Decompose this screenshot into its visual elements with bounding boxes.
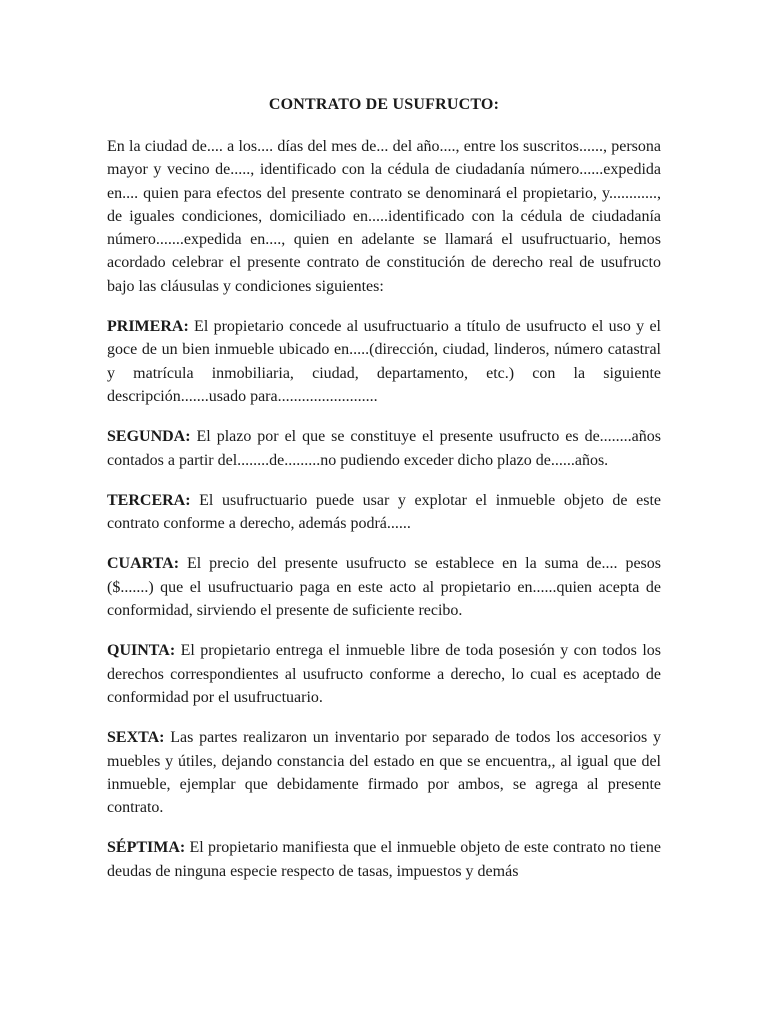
clause-label: TERCERA: xyxy=(107,491,191,509)
clause-tercera xyxy=(107,489,661,536)
clause-text: El precio del presente usufructo se establece en la suma de.... pesos ($.......) que el usufructuario paga en este acto al propietario en......quien acepta de conformidad, sirviendo el presente de suficiente recibo. xyxy=(107,555,661,620)
clause-label: CUARTA: xyxy=(107,555,180,573)
clause-cuarta xyxy=(107,552,661,622)
clause-septima xyxy=(107,836,661,883)
clause-primera xyxy=(107,315,661,408)
clause-text: El propietario manifiesta que el inmueble objeto de este contrato no tiene deudas de ninguna especie respecto de tasas, impuestos y demás xyxy=(107,839,661,880)
clause-label: PRIMERA: xyxy=(107,318,189,336)
clause-label: QUINTA: xyxy=(107,642,176,660)
clause-text: El propietario entrega el inmueble libre de toda posesión y con todos los derechos correspondientes al usufructo conforme a derecho, lo cual es aceptado de conformidad por el usufructuario. xyxy=(107,642,661,706)
clause-quinta xyxy=(107,639,661,709)
document-title: CONTRATO DE USUFRUCTO: xyxy=(268,96,500,113)
document-page xyxy=(107,93,661,883)
intro-paragraph: En la ciudad de.... a los.... días del mes de... del año...., entre los suscritos......, persona mayor y vecino de....., identificado con la cédula de ciudadanía número......expedida en.... quien para efectos del presente contrato se denominará el propietario, y............, de iguales condiciones, domiciliado en.....identificado con la cédula de ciudadanía número.......expedida en...., quien en adelante se llamará el usufructuario, hemos acordado celebrar el presente contrato de constitución de derecho real de usufructo bajo las cláusulas y condiciones siguientes: xyxy=(107,138,661,295)
clause-text: Las partes realizaron un inventario por separado de todos los accesorios y muebles y útiles, dejando constancia del estado en que se encuentra,, al igual que del inmueble, ejemplar que debidamente firmado por ambos, se agrega al presente contrato. xyxy=(107,729,661,817)
clause-label: SEGUNDA: xyxy=(107,428,191,446)
clause-segunda xyxy=(107,425,661,472)
clause-text: El usufructuario puede usar y explotar el inmueble objeto de este contrato conforme a derecho, además podrá...... xyxy=(107,491,661,533)
clause-text: El plazo por el que se constituye el presente usufructo es de........años contados a partir del........de.........no pudiendo exceder dicho plazo de......años. xyxy=(107,428,661,469)
clause-text: El propietario concede al usufructuario a título de usufructo el uso y el goce de un bien inmueble ubicado en.....(dirección, ciudad, linderos, número catastral y matrícula inmobiliaria, ciudad, departamento, etc.) con la siguiente descripción.......usado para......................... xyxy=(107,318,661,405)
clause-label: SEXTA: xyxy=(107,729,165,747)
clause-sexta xyxy=(107,726,661,819)
clause-label: SÉPTIMA: xyxy=(107,839,186,857)
